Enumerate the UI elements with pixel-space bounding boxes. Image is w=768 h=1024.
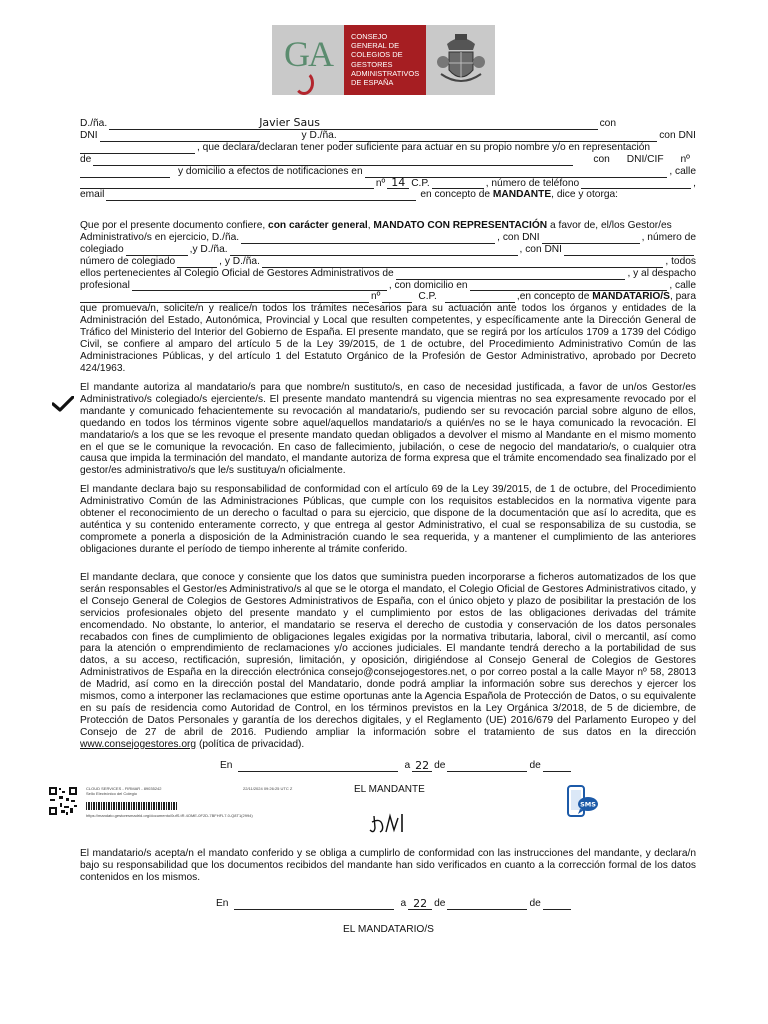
despacho-number-field[interactable] — [382, 293, 412, 303]
mandatario-day-field[interactable]: 22 — [408, 900, 432, 910]
mandante-label: EL MANDANTE — [354, 784, 425, 795]
gestor2-dni-field[interactable] — [564, 246, 694, 256]
responsibility-paragraph: El mandante declara bajo su responsabilidad de conformidad con el artículo 69 de la Ley 39/2015, de 1 de octubre, del Procedimiento Administrativo Común de las Administraciones Públicas, que cumple con los requisitos establecidos en la normativa vigente para obtener el reconocimiento de un derecho o facultad o para su ejercicio, que dispone de la documentación que así lo acredita, que es auténtica y su contenido enteramente correcto, y que entrega al gestor Administrativo, el cual se responsabiliza de su custodia, se compromete a ponerla a disposición de la Administración cuando le sea requerida, y a mantener el cumplimiento de las anteriores obligaciones durante el período de tiempo inherente al trámite conferido. — [80, 484, 696, 555]
gestor2-colegiado-field[interactable] — [177, 258, 217, 268]
form-line-3: , que declara/declaran tener poder suficiente para actuar en su propio nombre y/o en representación — [80, 142, 696, 154]
mandate-paragraph: Que por el presente documento confiere, con carácter general, MANDATO CON REPRESENTACIÓN a favor de, el/los Gestor/es Administrativo/s en ejercicio, D./ña. , con DNI , número de colegiado ,y D./ña. , con DNI número de colegiado , y D./ña. , todos ellos pertenecientes al Colegio Oficial de Gestores Administrativos de , y al despacho profesional , con domicilio en , calle nº C.P. ,en concepto de MANDATARIO/S , para que promueva/n, solicite/n y realice/n todos los trámites necesarios para su actuación ante todos los órganos y entidades de la Administración del Estado, Autonómica, Provincial y Local que resulten competentes, y específicamente ante la Dirección General de Tráfico del Ministerio del Interior del Gobierno de España. El presente mandato, que se regirá por los artículos 1709 a 1739 del Código Civil, se confiere al amparo del artículo 5 de la Ley 39/2015, de 1 de octubre, del Procedimiento Administrativo Común de las Administraciones Públicas, y del artículo 1 del Estatuto Orgánico de la Profesión de Gestor Administrativo, aprobado por Decreto 424/1963. — [80, 220, 696, 374]
data-protection-paragraph: El mandante declara, que conoce y consiente que los datos que suministra pueden incorporarse a ficheros automatizados de los que serán responsables el Gestor/es Administrativo/s al que se le otorga el mandato, el Colegio Oficial de Gestores Administrativos citado, y el Consejo General de Colegios de Gestores Administrativos de España, con el único objeto y plazo de posibilitar la prestación de los servicios profesionales objeto del presente mandato y el cumplimiento por estos de las obligaciones derivadas del trámite encomendado. No obstante, lo anterior, el mandatario se reserva el derecho de custodia y conservación de los datos personales recabados con fines de cumplimiento de obligaciones legales exigidas por la normativa tributaria, laboral, civil o mercantil, así como para la atención o emprendimiento de reclamaciones y/o acciones judiciales. El mandante tendrá derecho a la portabilidad de sus datos, a su acceso, rectificación, supresión, limitación, y oposición, dirigiéndose al Consejo General de Colegios de Gestores Administrativos de España en la dirección electrónica consejo@consejogestores.net, o por correo postal a la calle Mayor nº 58, 28013 de Madrid, así como en la dirección postal del Mandatario, donde podrá ampliar la información sobre sus derechos y ejercer los mismos, como a interponer las reclamaciones que estime oportunas ante la Agencia Española de Protección de Datos, o su equivalente en su país de residencia como Autoridad de Control, en los términos previstos en la Ley Orgánica 3/2018, de 5 de diciembre, de Protección de Datos Personales y garantía de los derechos digitales, y el Reglamento (UE) 2016/679 del Parlamento Europeo y del Consejo de 27 de abril de 2016. Pudiendo ampliar la información sobre el tratamiento de sus datos en la dirección www.consejogestores.org (política de privacidad). — [80, 572, 696, 750]
mandante-month-field[interactable] — [447, 762, 527, 772]
gestor1-name-field[interactable] — [241, 234, 495, 244]
mandante-signature — [368, 810, 418, 838]
dni-field[interactable] — [100, 132, 260, 142]
qr-code-icon — [48, 786, 78, 816]
colegio-field[interactable] — [396, 270, 626, 280]
name-field[interactable]: Javier Saus — [109, 120, 597, 130]
privacy-link[interactable]: www.consejogestores.org — [80, 738, 197, 750]
verification-link[interactable]: https://mandato.gestoresmadrid.org/documento/0ufS.tR.4OME-0F2D-7BFHFL7.0-Q8T1(2994) — [86, 813, 253, 818]
gestor1-colegiado-field[interactable] — [126, 246, 188, 256]
street-field[interactable] — [80, 179, 374, 189]
despacho-cp-field[interactable] — [445, 293, 515, 303]
substitution-paragraph: El mandante autoriza al mandatario/s para que nombre/n sustituto/s, en caso de necesidad justificada, a favor de un/os Gestor/es Administrativo/s colegiado/s ejerciente/s. El presente mandato mantendrá su vigencia mientras no sea expresamente revocado por el mandante y comunicado fehacientemente su revocación al mandatario/s, pudiendo ser su revocación parcial sobre alguno de ellos, quedando en todos los términos vigente sobre aquel/aquellos mandatario/s a quién/es no se le haya comunicado la revocación. El mandatario/s a los que se les revoque el presente mandato quedan obligados a devolver el mismo al Mandante en el mismo momento en el que se le comunique la revocación. En caso de fallecimiento, jubilación, o cese de negocio del mandatario/s, o cualquier otra causa que impida la terminación del mandato, el mandante autoriza de forma expresa que el trámite encomendado sea finalizado por el gestor/es administrativo/s que le/s sustituya/n oficialmente. — [80, 382, 696, 477]
mandatario-label: EL MANDATARIO/S — [343, 924, 434, 935]
street-number-field[interactable]: 14 — [387, 179, 409, 189]
postal-code-field[interactable] — [432, 179, 484, 189]
checkmark-icon — [52, 396, 74, 412]
despacho-field[interactable] — [132, 281, 387, 291]
form-line-4: de con DNI/CIF nº — [80, 153, 690, 165]
acceptance-paragraph: El mandatario/s acepta/n el mandato conferido y se obliga a cumplirlo de conformidad con las instrucciones del mandante, y declara/n bajo su responsabilidad que los documentos recibidos del mandante han sido verificados en cuanto a la corrección formal de los datos contenidos en los mismos. — [80, 848, 696, 883]
mandatario-year-field[interactable] — [543, 900, 571, 910]
address-field[interactable] — [365, 168, 668, 178]
form-line-5: y domicilio a efectos de notificaciones en , calle — [80, 166, 696, 178]
mandatario-date-line: En a 22 de de — [216, 898, 562, 910]
barcode — [86, 802, 178, 810]
gestor1-dni-field[interactable] — [542, 234, 640, 244]
despacho-domicilio-field[interactable] — [470, 281, 668, 291]
mandante-day-field[interactable]: 22 — [412, 762, 432, 772]
mandatario-place-field[interactable] — [234, 900, 394, 910]
gestor3-name-field[interactable] — [262, 258, 663, 268]
form-line-2: DNI y D./ña. con DNI — [80, 129, 696, 141]
despacho-street-field[interactable] — [80, 293, 369, 303]
mandante-form — [80, 115, 696, 201]
mandante-place-field[interactable] — [238, 762, 398, 772]
mandatario-month-field[interactable] — [447, 900, 527, 910]
coat-of-arms-icon — [426, 25, 495, 95]
mandante-year-field[interactable] — [543, 762, 571, 772]
form-line-6: nº 14 C.P. , número de teléfono , — [80, 178, 696, 190]
second-dni-field[interactable] — [80, 144, 195, 154]
represented-field[interactable] — [93, 156, 573, 166]
email-field[interactable] — [106, 191, 416, 201]
svg-text:SMS: SMS — [580, 800, 596, 809]
cif-field[interactable] — [80, 168, 170, 178]
phone-field[interactable] — [581, 179, 691, 189]
signature-stamp-area: CLOUD SERVICES - FIRMAR - 89035242 Sello Electrónico del Colegio 22/11/2024 09:26:25 UTC Z https://mandato.gestoresmadrid.org/documento/0ufS.tR.4OME-0F2D-7BFHFL7.0-Q8T1(2994) EL MANDANTE SMS — [48, 780, 748, 840]
gestor2-name-field[interactable] — [230, 246, 518, 256]
second-name-field[interactable] — [339, 132, 658, 142]
form-line-1: D./ña. Javier Saus con — [80, 115, 616, 129]
mandante-date-line: En a 22 de de — [220, 760, 560, 772]
logo-banner — [272, 25, 495, 95]
sms-phone-icon — [566, 784, 600, 825]
gestores-logo-icon: GA — [272, 25, 344, 95]
form-line-7: email en concepto de MANDANTE , dice y otorga: — [80, 189, 618, 201]
council-name: CONSEJO GENERAL DE COLEGIOS DE GESTORES ADMINISTRATIVOS DE ESPAÑA — [344, 25, 426, 95]
